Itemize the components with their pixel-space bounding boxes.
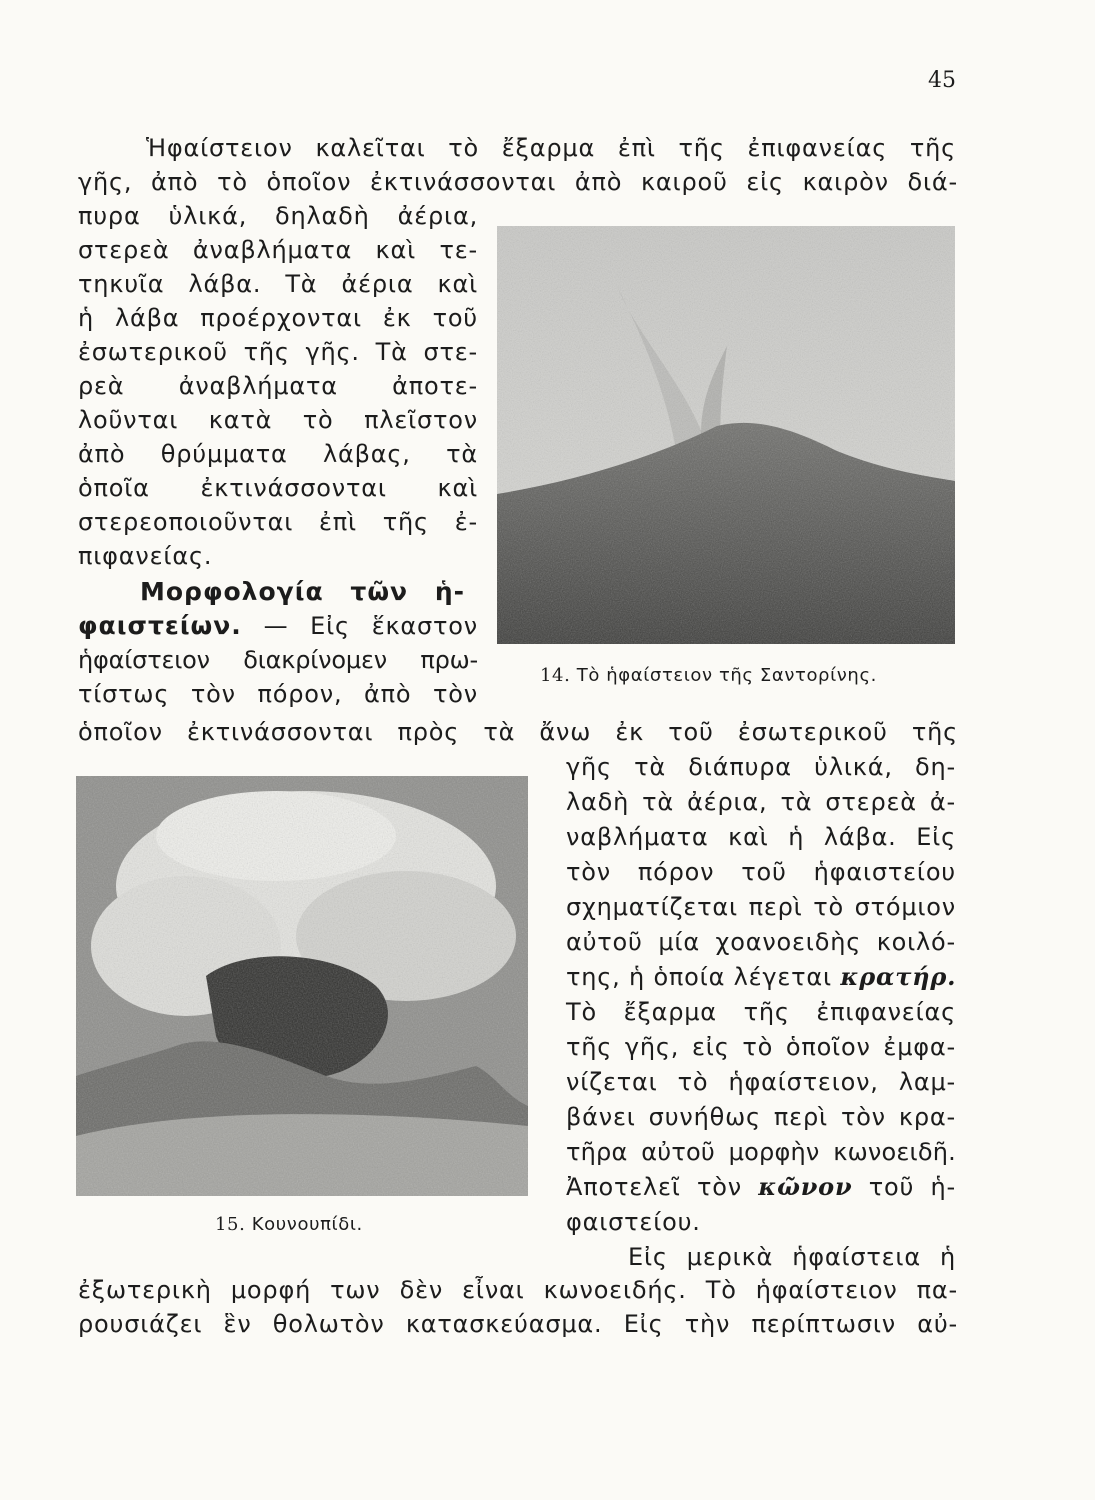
text-fragment: της, ἡ ὁποία λέγεται (566, 963, 841, 991)
text-line: τίστως τὸν πόρον, ἀπὸ τὸν (78, 680, 478, 708)
text-line: βάνει συνήθως περὶ τὸν κρα- (566, 1103, 956, 1131)
text-line: πυρα ὑλικά, δηλαδὴ ἀέρια, (78, 202, 478, 230)
text-line: αὐτοῦ μία χοανοειδὴς κοιλό- (566, 928, 956, 956)
figure-caption-text: Τὸ ἡφαίστειον τῆς Σαντορίνης. (576, 665, 877, 686)
text-line: ρεὰ ἀναβλήματα ἀποτε- (78, 372, 478, 400)
text-line: τῆρα αὐτοῦ μορφὴν κωνοειδῆ. (566, 1138, 956, 1166)
text-line: ἐσωτερικοῦ τῆς γῆς. Τὰ στε- (78, 338, 478, 366)
text-line: τῆς γῆς, εἰς τὸ ὁποῖον ἐμφα- (566, 1033, 956, 1061)
text-fragment: Ἀποτελεῖ τὸν (566, 1173, 759, 1201)
section-heading-rest: — Εἰς ἕκαστον (241, 612, 478, 640)
text-line: γῆς τὰ διάπυρα ὑλικά, δη- (566, 753, 956, 781)
text-line: στερεὰ ἀναβλήματα καὶ τε- (78, 236, 478, 264)
figure-15-photo (76, 776, 528, 1196)
text-line (566, 1172, 956, 1202)
text-line (566, 962, 956, 992)
text-line: φαιστείου. (566, 1208, 701, 1236)
text-line: ἡφαίστειον διακρίνομεν πρω- (78, 646, 478, 674)
text-line: Εἰς μερικὰ ἡφαίστεια ἡ (628, 1243, 956, 1271)
figure-14-caption (540, 664, 877, 688)
text-line: Ἡφαίστειον καλεῖται τὸ ἔξαρμα ἐπὶ τῆς ἐπιφανείας τῆς (146, 134, 956, 162)
section-heading-end: φαιστείων. (78, 611, 242, 640)
term-konos: κῶνον (758, 1172, 853, 1201)
text-line: λοῦνται κατὰ τὸ πλεῖστον (78, 406, 478, 434)
text-line: στερεοποιοῦνται ἐπὶ τῆς ἐ- (78, 508, 478, 536)
text-line: πιφανείας. (78, 542, 213, 570)
term-krater: κρατήρ. (840, 962, 957, 991)
figure-15-caption (215, 1213, 363, 1237)
section-heading: Μορφολογία τῶν ἡ- (140, 577, 465, 606)
text-line: τηκυῖα λάβα. Τὰ ἀέρια καὶ (78, 270, 478, 298)
text-line: ἀπὸ θρύμματα λάβας, τὰ (78, 440, 478, 468)
text-line: ὁποῖα ἐκτινάσσονται καὶ (78, 474, 478, 502)
text-line: σχηματίζεται περὶ τὸ στόμιον (566, 893, 956, 921)
text-line: γῆς, ἀπὸ τὸ ὁποῖον ἐκτινάσσονται ἀπὸ καιροῦ εἰς καιρὸν διά- (78, 168, 958, 196)
text-line: ὁποῖον ἐκτινάσσονται πρὸς τὰ ἄνω ἐκ τοῦ ἐσωτερικοῦ τῆς (78, 718, 958, 746)
figure-number: 15. (215, 1214, 246, 1235)
text-line: ἡ λάβα προέρχονται ἐκ τοῦ (78, 304, 478, 332)
figure-caption-text: Κουνουπίδι. (251, 1214, 363, 1235)
text-line: ναβλήματα καὶ ἡ λάβα. Εἰς (566, 823, 956, 851)
figure-14-photo (497, 226, 955, 644)
text-line: νίζεται τὸ ἡφαίστειον, λαμ- (566, 1068, 956, 1096)
text-line: τὸν πόρον τοῦ ἡφαιστείου (566, 858, 956, 886)
text-line (78, 611, 478, 641)
text-line: Τὸ ἔξαρμα τῆς ἐπιφανείας (566, 998, 956, 1026)
text-line: ἐξωτερικὴ μορφή των δὲν εἶναι κωνοειδής. Τὸ ἡφαίστειον πα- (78, 1276, 958, 1304)
text-line: ρουσιάζει ἓν θολωτὸν κατασκεύασμα. Εἰς τὴν περίπτωσιν αὐ- (78, 1310, 958, 1338)
page-number: 45 (928, 68, 956, 93)
text-line: λαδὴ τὰ ἀέρια, τὰ στερεὰ ἀ- (566, 788, 956, 816)
text-fragment: τοῦ ἡ- (852, 1173, 956, 1201)
figure-number: 14. (540, 665, 571, 686)
